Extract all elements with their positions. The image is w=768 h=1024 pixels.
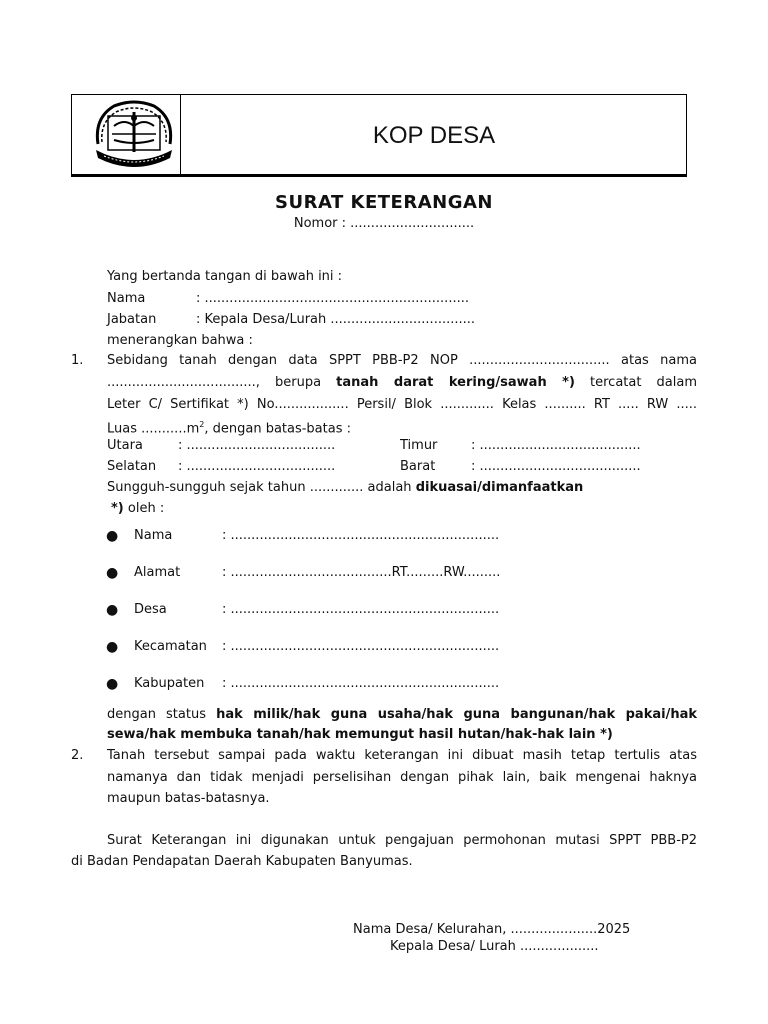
border-south-label: Selatan <box>107 459 157 474</box>
owner-regency-label: Kabupaten <box>134 676 205 691</box>
status-line-1: dengan status hak milik/hak guna usaha/hak guna bangunan/hak pakai/hak <box>107 707 697 722</box>
signer-name-label: Nama <box>107 291 146 306</box>
border-west-value: : ....................................... <box>471 459 641 474</box>
status-line-2: sewa/hak membuka tanah/hak memungut hasil hutan/hak-hak lain *) <box>107 727 613 742</box>
since-line-cont: *) oleh : <box>111 501 165 516</box>
bullet-icon: ● <box>106 528 119 544</box>
point-2-line-2: namanya dan tidak menjadi perselisihan dengan pihak lain, baik mengenai haknya <box>107 770 697 785</box>
point-1-line-3: Leter C/ Sertifikat *) No.................. Persil/ Blok ............. Kelas .......... RT ..... RW ..... <box>107 397 697 412</box>
border-north-label: Utara <box>107 438 143 453</box>
point-1-line-2: ...................................., berupa tanah darat kering/sawah *) tercatat dalam <box>107 375 697 390</box>
signature-position: Kepala Desa/ Lurah ................... <box>390 939 599 954</box>
letterhead-title: KOP DESA <box>372 121 496 149</box>
owner-village-value: : ................................................................. <box>222 602 500 617</box>
owner-district-value: : ................................................................. <box>222 639 500 654</box>
since-line: Sungguh-sungguh sejak tahun ............. adalah dikuasai/dimanfaatkan <box>107 480 584 495</box>
border-west-label: Barat <box>400 459 436 474</box>
bullet-icon: ● <box>106 565 119 581</box>
owner-district-label: Kecamatan <box>134 639 207 654</box>
document-title: SURAT KETERANGAN <box>275 192 493 213</box>
bullet-icon: ● <box>106 639 119 655</box>
owner-name-label: Nama <box>134 528 173 543</box>
border-east-label: Timur <box>400 438 438 453</box>
document-number: Nomor : .............................. <box>293 216 475 231</box>
closing-line-2: di Badan Pendapatan Daerah Kabupaten Banyumas. <box>71 854 413 869</box>
intro-text: Yang bertanda tangan di bawah ini : <box>107 269 343 284</box>
closing-line-1: Surat Keterangan ini digunakan untuk pengajuan permohonan mutasi SPPT PBB-P2 <box>107 833 697 848</box>
point-1-line-1: Sebidang tanah dengan data SPPT PBB-P2 NOP .................................. atas nama <box>107 353 697 368</box>
signer-position-value: : Kepala Desa/Lurah ................................... <box>196 312 476 327</box>
owner-regency-value: : ................................................................. <box>222 676 500 691</box>
owner-name-value: : ................................................................. <box>222 528 500 543</box>
signer-position-label: Jabatan <box>107 312 157 327</box>
declare-text: menerangkan bahwa : <box>107 333 253 348</box>
bullet-icon: ● <box>106 602 119 618</box>
owner-village-label: Desa <box>134 602 167 617</box>
point-2-number: 2. <box>71 748 84 763</box>
border-east-value: : ....................................... <box>471 438 641 453</box>
point-1-line-4: Luas $...........m^2$, dengan batas-batas : <box>107 420 351 437</box>
border-south-value: : .................................... <box>178 459 336 474</box>
owner-address-value: : .......................................RT.........RW......... <box>222 565 501 580</box>
regency-emblem-logo <box>88 96 180 172</box>
point-2-line-1: Tanah tersebut sampai pada waktu keterangan ini dibuat masih tetap tertulis atas <box>107 748 697 763</box>
border-north-value: : .................................... <box>178 438 336 453</box>
point-2-line-3: maupun batas-batasnya. <box>107 791 270 806</box>
bullet-icon: ● <box>106 676 119 692</box>
signer-name-value: : ................................................................ <box>196 291 469 306</box>
signature-place-date: Nama Desa/ Kelurahan, .....................2025 <box>353 922 631 937</box>
owner-address-label: Alamat <box>134 565 181 580</box>
point-1-number: 1. <box>71 353 84 368</box>
